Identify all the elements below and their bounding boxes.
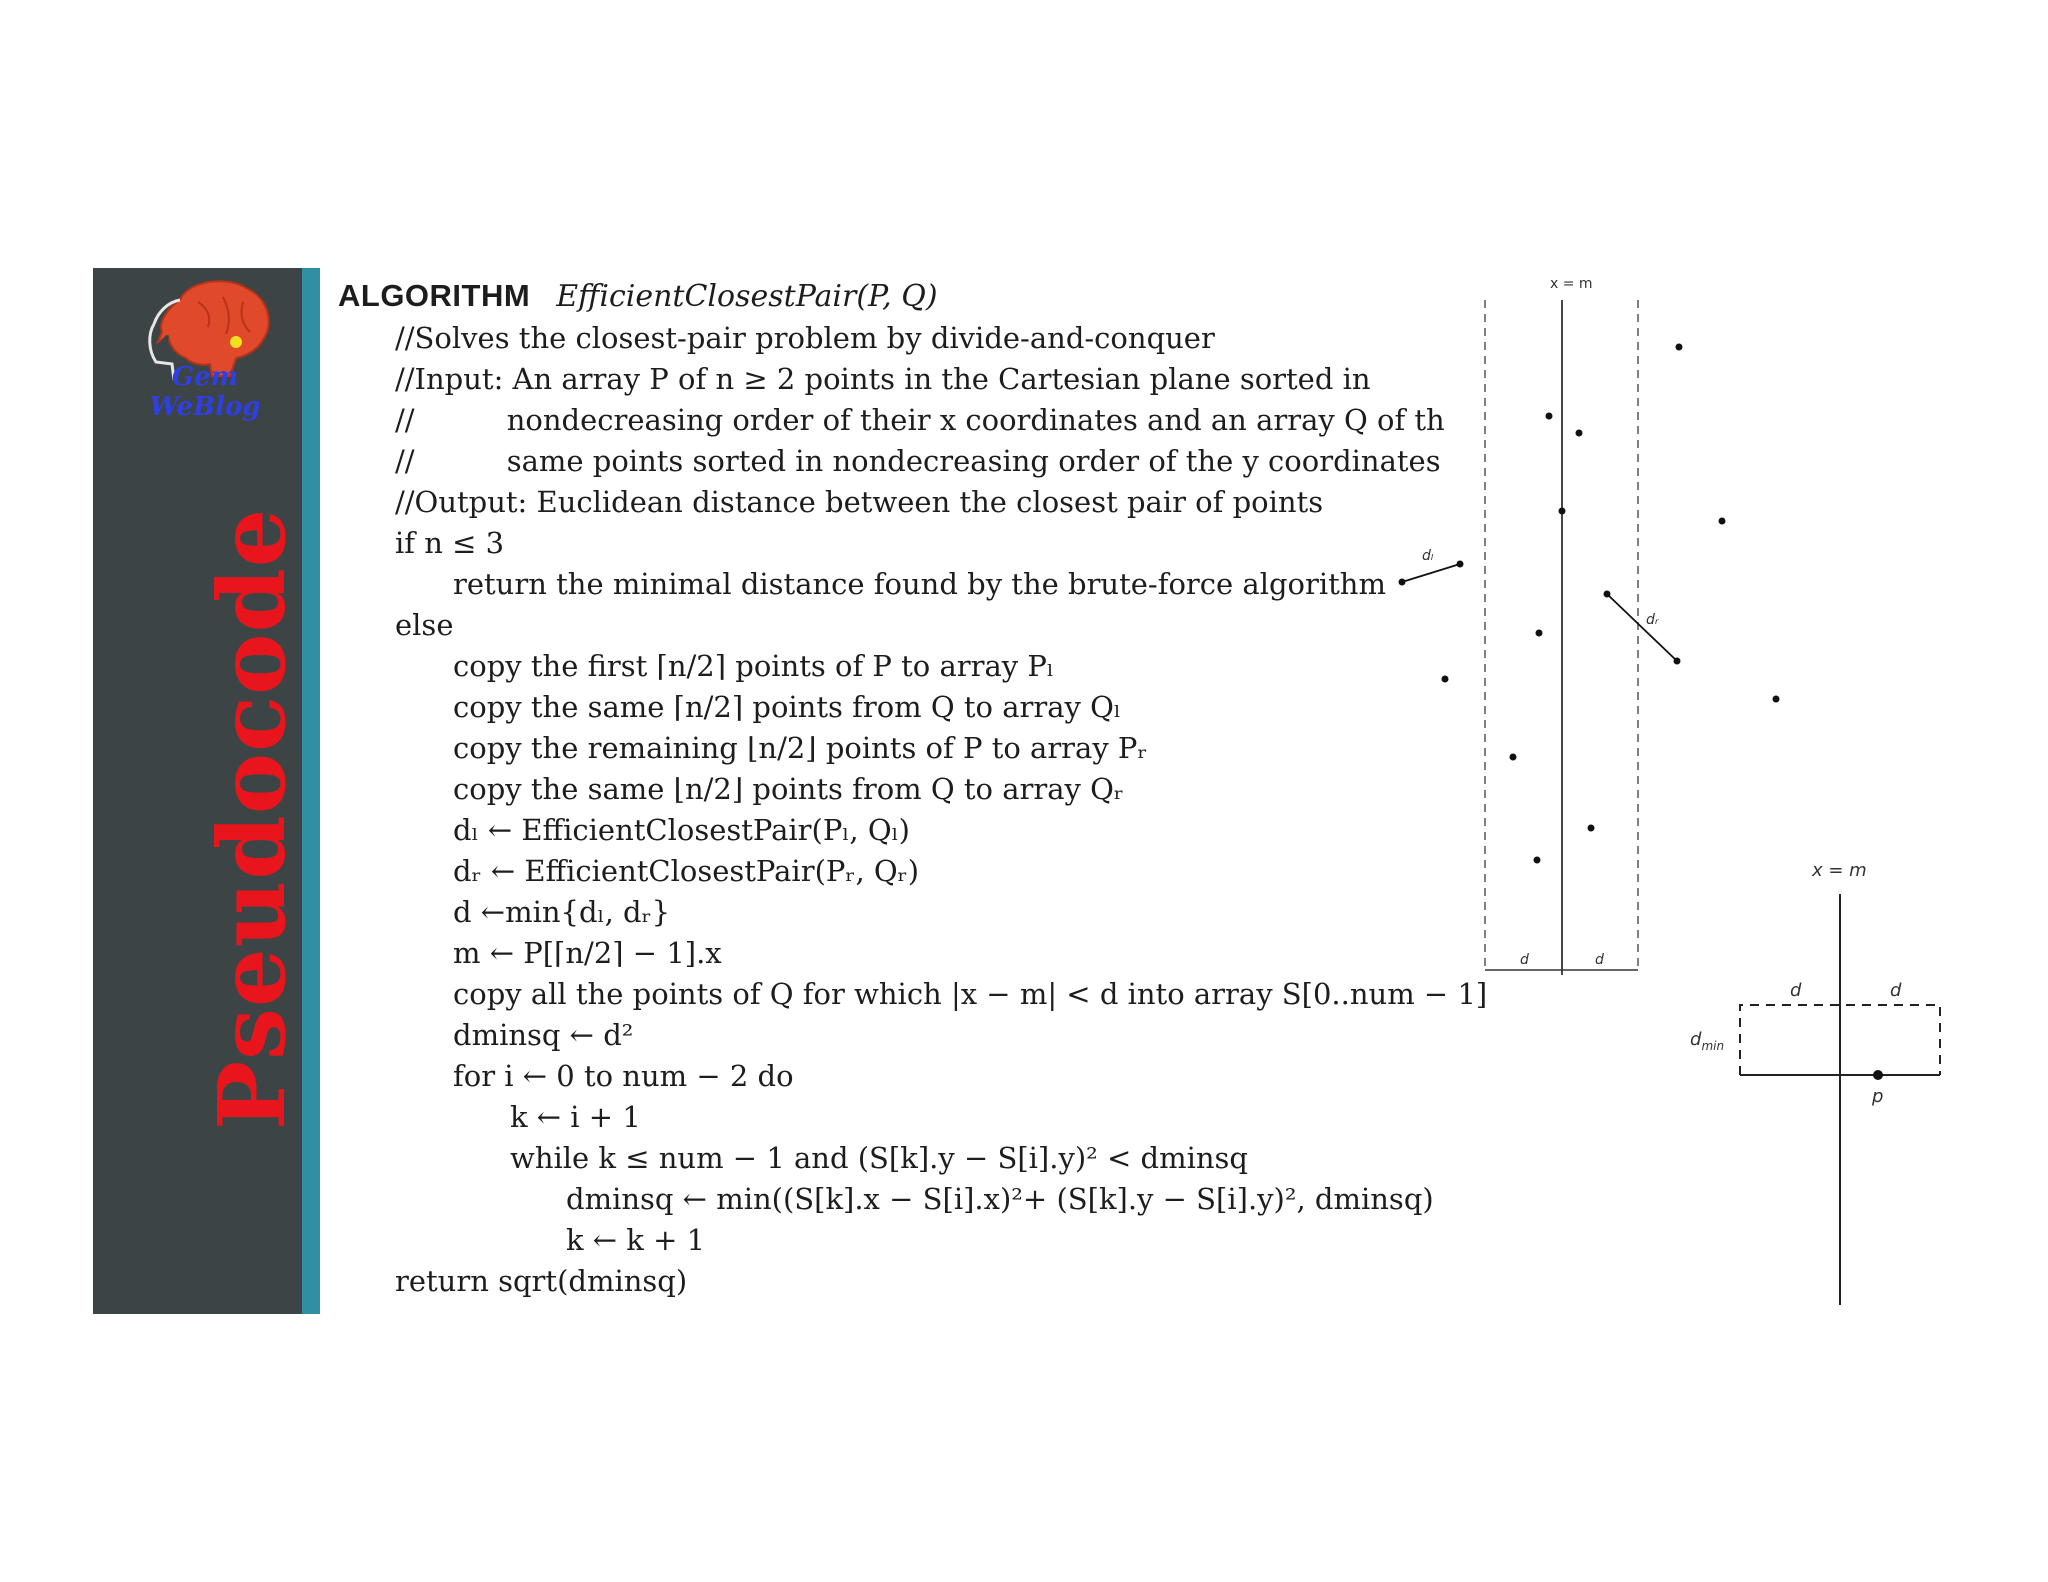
pseudocode-line: dᵣ ← EfficientClosestPair(Pᵣ, Qᵣ) (453, 854, 920, 888)
pseudocode-line: //Output: Euclidean distance between the closest pair of points (395, 485, 1324, 519)
pseudocode-line: copy the same ⌈n/2⌉ points from Q to array Qₗ (453, 690, 1121, 724)
point (1546, 413, 1553, 420)
pseudocode-line: dₗ ← EfficientClosestPair(Pₗ, Qₗ) (453, 813, 910, 847)
dl-segment (1402, 564, 1460, 582)
pseudocode-line: copy the same ⌊n/2⌋ points from Q to array Qᵣ (453, 772, 1124, 806)
pseudocode-line: dminsq ← d² (453, 1018, 634, 1052)
pseudocode-line: // same points sorted in nondecreasing order of the y coordinates (395, 444, 1441, 478)
dmin-main: d (1690, 1029, 1702, 1050)
diagram1-axis-label: x = m (1550, 276, 1593, 292)
strip-d-right: d (1595, 952, 1604, 968)
pseudocode-line: if n ≤ 3 (395, 526, 505, 560)
dr-segment (1607, 594, 1677, 661)
point (1536, 630, 1543, 637)
point (1534, 857, 1541, 864)
point (1588, 825, 1595, 832)
point (1576, 430, 1583, 437)
point-p (1873, 1070, 1883, 1080)
pseudocode-line: else (395, 608, 454, 642)
pseudocode-line: copy the remaining ⌊n/2⌋ points of P to array Pᵣ (453, 731, 1148, 765)
strip-d-left: d (1520, 952, 1529, 968)
rect-d-left: d (1790, 980, 1802, 1001)
pseudocode-line: copy all the points of Q for which |x − m| < d into array S[0..num − 1] (453, 977, 1488, 1011)
point-p-label: p (1872, 1086, 1884, 1107)
pseudocode-line: //Input: An array P of n ≥ 2 points in the Cartesian plane sorted in (395, 362, 1371, 396)
point (1510, 754, 1517, 761)
pseudocode-line: dminsq ← min((S[k].x − S[i].x)²+ (S[k].y − S[i].y)², dminsq) (566, 1182, 1434, 1216)
point (1559, 508, 1566, 515)
sidebar-title: Pseudocode (198, 507, 306, 1130)
algorithm-keyword: ALGORITHM (338, 278, 531, 313)
dmin-sub: min (1701, 1039, 1725, 1053)
dl-label: dₗ (1422, 548, 1434, 564)
diagram2-axis-label: x = m (1812, 860, 1867, 881)
pseudocode-line: k ← i + 1 (510, 1100, 641, 1134)
pseudocode-line: while k ≤ num − 1 and (S[k].y − S[i].y)² < dminsq (510, 1141, 1248, 1175)
algorithm-header (338, 278, 1438, 318)
pseudocode-line: copy the first ⌈n/2⌉ points of P to array Pₗ (453, 649, 1054, 683)
closest-pair-diagram (1390, 270, 2048, 1320)
rect-d-right: d (1890, 980, 1902, 1001)
point-set (1399, 344, 1780, 864)
pseudocode-line: return sqrt(dminsq) (395, 1264, 688, 1298)
algorithm-lines (338, 318, 1488, 1302)
pseudocode-line: // nondecreasing order of their x coordinates and an array Q of th (395, 403, 1445, 437)
pseudocode-line: d ←min{dₗ, dᵣ} (453, 895, 671, 929)
pseudocode-line: return the minimal distance found by the brute-force algorithm (453, 567, 1386, 601)
dr-label: dᵣ (1646, 612, 1659, 628)
logo-text: Gem WeBlog (149, 362, 261, 422)
pseudocode-line: m ← P[⌈n/2⌉ − 1].x (453, 936, 722, 970)
pseudocode-line: k ← k + 1 (566, 1223, 706, 1257)
point (1676, 344, 1683, 351)
pseudocode-line: for i ← 0 to num − 2 do (453, 1059, 794, 1093)
algorithm-name: EfficientClosestPair(P, Q) (556, 279, 938, 314)
point (1773, 696, 1780, 703)
point (1719, 518, 1726, 525)
algorithm-block (338, 278, 1488, 1302)
point (1442, 676, 1449, 683)
dmin-label (1690, 1029, 1724, 1053)
pseudocode-line: //Solves the closest-pair problem by divide-and-conquer (395, 321, 1215, 355)
